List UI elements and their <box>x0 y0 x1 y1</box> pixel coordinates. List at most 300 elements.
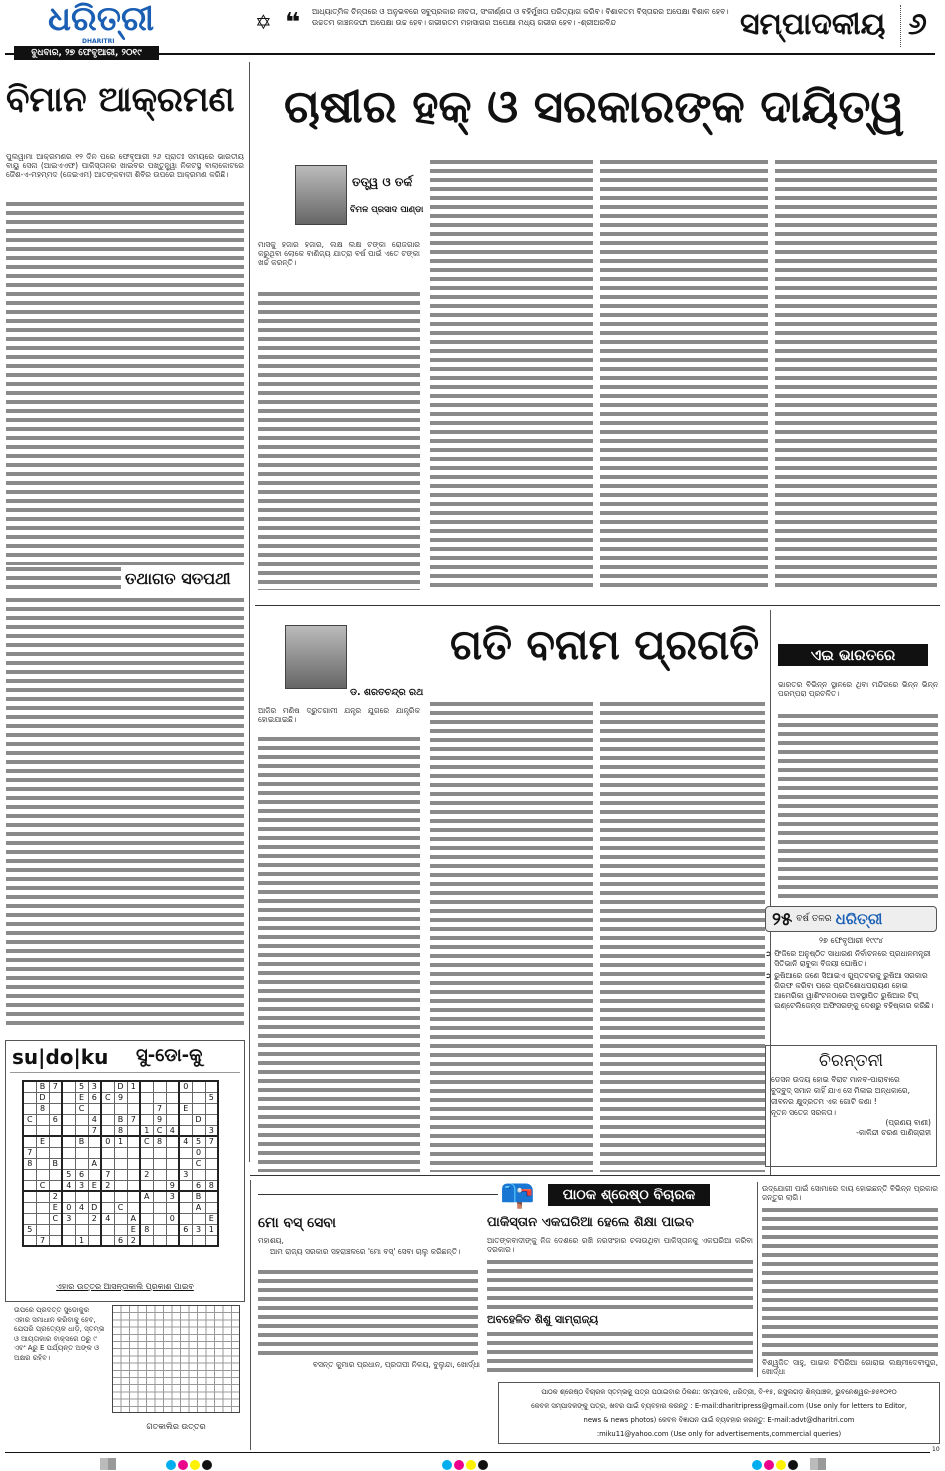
second-author-name: ଡ. ଶରତଚନ୍ଦ୍ର ରଥ <box>350 687 424 698</box>
sudoku-cell <box>192 1125 205 1136</box>
sudoku-cell <box>166 1136 179 1147</box>
letter-1-body: ଆମ ରାଜ୍ୟ ସରକାର ସହରାଞ୍ଚଳରେ 'ମୋ ବସ୍' ସେବା ଚାଲୁ କରିଛନ୍ତି। <box>258 1247 478 1256</box>
sudoku-cell <box>101 1103 114 1114</box>
sudoku-cell <box>179 1202 192 1213</box>
sudoku-cell: 4 <box>75 1202 88 1213</box>
star-of-david-icon: ✡ <box>255 10 272 34</box>
sudoku-cell <box>153 1147 166 1158</box>
sudoku-cell: 0 <box>179 1081 192 1092</box>
chirantani-poet: -କାଳିନ୍ଦୀ ଚରଣ ପାଣିଗ୍ରାହୀ <box>856 1128 931 1137</box>
sudoku-cell <box>75 1224 88 1235</box>
masthead-logo-en: DHARITRI <box>82 38 115 45</box>
sudoku-cell: B <box>114 1114 127 1125</box>
sudoku-cell: 1 <box>75 1235 88 1246</box>
sudoku-cell <box>192 1092 205 1103</box>
sudoku-cell: C <box>192 1158 205 1169</box>
masthead-logo: ଧରିତ୍ରୀ <box>48 0 155 39</box>
sudoku-cell <box>62 1092 75 1103</box>
sudoku-cell <box>114 1180 127 1191</box>
black-dot <box>478 1460 488 1470</box>
years-ago-logo: ଧରିତ୍ରୀ <box>835 910 883 928</box>
sudoku-cell <box>36 1191 49 1202</box>
sudoku-cell: 5 <box>75 1081 88 1092</box>
sudoku-cell <box>153 1092 166 1103</box>
letters-banner: ପାଠକ ଶ୍ରେଷ୍ଠ ବିଚାରକ <box>548 1184 710 1206</box>
sudoku-cell: 3 <box>62 1213 75 1224</box>
sudoku-cell <box>166 1114 179 1125</box>
sudoku-cell <box>153 1158 166 1169</box>
sudoku-cell: 4 <box>166 1125 179 1136</box>
sudoku-cell <box>114 1224 127 1235</box>
sudoku-cell: 3 <box>166 1191 179 1202</box>
sudoku-cell <box>23 1136 36 1147</box>
sudoku-cell <box>140 1114 153 1125</box>
sudoku-cell: 5 <box>62 1169 75 1180</box>
sudoku-cell <box>114 1103 127 1114</box>
sudoku-cell: B <box>192 1191 205 1202</box>
sudoku-cell <box>36 1147 49 1158</box>
sudoku-cell: C <box>140 1136 153 1147</box>
sudoku-cell <box>23 1081 36 1092</box>
sudoku-cell <box>101 1191 114 1202</box>
sudoku-cell <box>205 1202 218 1213</box>
sudoku-cell <box>153 1180 166 1191</box>
sudoku-cell <box>62 1114 75 1125</box>
date-bar: ବୁଧବାର, ୨୭ ଫେବୃଆରୀ, ୨୦୧୯ <box>14 46 159 60</box>
sudoku-cell <box>23 1202 36 1213</box>
sudoku-cell <box>192 1081 205 1092</box>
sudoku-cell <box>23 1213 36 1224</box>
sudoku-cell: 2 <box>140 1169 153 1180</box>
sudoku-cell: A <box>88 1158 101 1169</box>
sudoku-cell <box>62 1191 75 1202</box>
sudoku-cell <box>88 1136 101 1147</box>
sudoku-cell: 3 <box>205 1125 218 1136</box>
ei-bharatare-body <box>778 712 938 901</box>
sudoku-cell <box>192 1103 205 1114</box>
sudoku-cell: 1 <box>140 1125 153 1136</box>
contact-commercial-email[interactable]: :miku11@yahoo.com (Use only for advertisements,commercial queries) <box>596 1430 842 1438</box>
black-dot <box>788 1460 798 1470</box>
mailbox-icon: 📪 <box>500 1177 535 1210</box>
sudoku-cell <box>101 1158 114 1169</box>
sudoku-cell <box>101 1224 114 1235</box>
cyan-dot <box>442 1460 452 1470</box>
sudoku-cell <box>205 1103 218 1114</box>
black-dot <box>202 1460 212 1470</box>
sudoku-cell <box>23 1191 36 1202</box>
sudoku-cell: 5 <box>205 1092 218 1103</box>
sudoku-cell <box>179 1147 192 1158</box>
sudoku-cell: E <box>88 1180 101 1191</box>
sudoku-cell: E <box>205 1213 218 1224</box>
sudoku-cell: C <box>49 1213 62 1224</box>
sudoku-cell <box>23 1092 36 1103</box>
yellow-dot <box>466 1460 476 1470</box>
sudoku-cell: 2 <box>88 1213 101 1224</box>
sudoku-cell <box>179 1125 192 1136</box>
sudoku-cell: 4 <box>179 1136 192 1147</box>
sudoku-cell <box>153 1191 166 1202</box>
sudoku-cell <box>49 1169 62 1180</box>
second-headline: ଗତି ବନାମ ପ୍ରଗତି <box>450 620 759 669</box>
sudoku-cell <box>101 1147 114 1158</box>
sudoku-cell <box>114 1169 127 1180</box>
author-name: ବିମଳ ପ୍ରସାଦ ପାଣ୍ଡା <box>350 205 424 215</box>
main-article-body-col2 <box>430 158 593 590</box>
sudoku-cell: 7 <box>49 1081 62 1092</box>
sudoku-cell: 6 <box>114 1235 127 1246</box>
sudoku-cell <box>153 1213 166 1224</box>
sudoku-cell <box>166 1169 179 1180</box>
sudoku-cell <box>127 1092 140 1103</box>
contact-advt-email[interactable]: news & news photos) କେବଳ ବିଜ୍ଞାପନ ପାଇଁ ବ୍ୟବହାର କରନ୍ତୁ: E-mail:advt@dharitri.com <box>583 1416 855 1424</box>
sudoku-cell <box>23 1103 36 1114</box>
sudoku-cell: 3 <box>75 1180 88 1191</box>
sudoku-cell <box>166 1092 179 1103</box>
sudoku-cell: C <box>23 1114 36 1125</box>
sudoku-cell <box>75 1147 88 1158</box>
letter-3-body: ଉଦ୍‌ଯୋଗୀ ପାଇଁ ସୋମାରେ ଦାୟ ହୋଇଛନ୍ତି ବିଭିନ୍ନ ପ୍ରକାର ଜନ୍ତୁର ଲାଗି। <box>762 1184 938 1202</box>
sudoku-cell <box>101 1081 114 1092</box>
letter-2-body: ଆତଙ୍କବାଦୀଙ୍କୁ ନିଜ ଦେଶରେ ରଖି ନରସଂହାର ଚଳାଉଥିବା ପାକିସ୍ତାନକୁ ଏକଘରିଆ କରିବା ଦରକାର। <box>487 1236 753 1254</box>
bullet-icon: ➲ <box>765 949 772 958</box>
main-article-lead: ମାସକୁ ହଜାର ହଜାର, ଲକ୍ଷ ଲକ୍ଷ ଟଙ୍କା ରୋଜଗାର କରୁଥିବା ଲୋକେ ବାଣିଜ୍ୟ ଯାତ୍ରା ବର୍ଷ ପାଇଁ ଏତେ ଟଙ୍କା ଖର୍ଚ୍ଚ କରନ୍ତି। <box>258 240 420 267</box>
chirantani-source: (ପ୍ରଣୟ ବାଣୀ) <box>885 1118 931 1127</box>
sudoku-cell <box>140 1202 153 1213</box>
letter-1-signature: ବସନ୍ତ କୁମାର ପ୍ରଧାନ, ପ୍ରତାପୀ ନିଳୟ, ବୁଲୁନ୍ଦା, ଖୋର୍ଦ୍ଧା <box>290 1360 480 1369</box>
chirantani-line: ବୁଦ୍‌ବୁଦ୍ ସମାନ କାହିଁ ଯାଏ ସେ ମିଳାଇ ଅନ୍ଧକାରେ, <box>771 1086 911 1095</box>
sudoku-cell <box>179 1180 192 1191</box>
sudoku-cell: 7 <box>23 1147 36 1158</box>
sudoku-cell: 7 <box>88 1125 101 1136</box>
sudoku-cell: B <box>75 1136 88 1147</box>
sudoku-cell <box>153 1224 166 1235</box>
sudoku-cell: D <box>36 1092 49 1103</box>
column-name: ତତ୍ତ୍ୱ ଓ ତର୍କ <box>352 175 413 189</box>
sudoku-cell <box>49 1125 62 1136</box>
sudoku-cell <box>49 1235 62 1246</box>
magenta-dot <box>764 1460 774 1470</box>
sudoku-cell: 6 <box>88 1092 101 1103</box>
sudoku-cell: D <box>114 1081 127 1092</box>
sudoku-cell <box>101 1125 114 1136</box>
second-article-lead: ଆଜିର ମଣିଷ ଦ୍ରୁତଗାମୀ ଯନ୍ତ୍ର ଯୁଗରେ ଯାନ୍ତ୍ରିକ ହୋଇଯାଇଛି। <box>258 706 420 724</box>
sudoku-cell: A <box>192 1202 205 1213</box>
sudoku-cell <box>140 1147 153 1158</box>
years-ago-item: ➲ ଫିଜିରେ ଅନୁଷ୍ଠିତ ସାଧାରଣ ନିର୍ବାଚନରେ ପ୍ରଧାନମନ୍ତ୍ରୀ ସିତିଭାନି ରାବୁକା ବିଜୟୀ ଘୋଷିତ। <box>765 949 931 968</box>
sudoku-title-or: ସୁ-ଡୋ-କୁ <box>136 1045 203 1066</box>
letter-3-signature: ବିଶ୍ୱଜିତ ସାହୁ, ପାଇକ ଟିପିରିଆ ଗୋରାଇ ଲକ୍ଷ୍ମୀଦେବୀପୁର, ଖୋର୍ଦ୍ଧା <box>762 1358 938 1376</box>
sudoku-cell: C <box>153 1125 166 1136</box>
yellow-dot <box>776 1460 786 1470</box>
sudoku-cell <box>88 1235 101 1246</box>
sudoku-cell: 8 <box>153 1136 166 1147</box>
second-article-body-col2 <box>430 700 593 1172</box>
left-subhead: ତଥାଗତ ସତପଥୀ <box>125 570 243 588</box>
sudoku-cell <box>205 1191 218 1202</box>
sudoku-cell: 3 <box>192 1224 205 1235</box>
sudoku-cell <box>75 1125 88 1136</box>
sudoku-cell: 7 <box>101 1169 114 1180</box>
cyan-dot <box>752 1460 762 1470</box>
chirantani-box <box>765 1045 937 1167</box>
sudoku-cell: A <box>127 1213 140 1224</box>
sudoku-cell <box>88 1103 101 1114</box>
sudoku-answer-label: ଗତକାଲିର ଉତ୍ତର <box>146 1422 206 1431</box>
sudoku-cell <box>127 1147 140 1158</box>
author-photo <box>295 165 347 225</box>
chirantani-line: ଡେସନ ଉଦୟ ହୋଇ ବିରାଟ ମାନବ-ପାରାବାରେ <box>771 1075 900 1084</box>
sudoku-cell <box>153 1235 166 1246</box>
quote-icon: ❝ <box>285 8 301 38</box>
daily-quote: ଆଧ୍ୟାତ୍ମିକ ଚିନ୍ତାରେ ଓ ଅନୁଭବରେ ସବୁପ୍ରକାର ନୀଚତା, ସଂକୀର୍ଣ୍ଣତା ଓ ବହିର୍ମୁଖତା ପରିତ୍ୟାଗ କରିବ। ବିଶାଳତମ ବିସ୍ତାରର ଅପେକ୍ଷା ବିଶାଳ ହେବ। ଉଚ୍ଚତମ କାଞ୍ଚନଜଙ୍ଘା ଅପେକ୍ଷା ଉଚ୍ଚ ହେବ। ଗଭୀରତମ ମହାସାଗର ଅପେକ୍ଷା ମଧ୍ୟ ଗଭୀର ହେବ। -ଶ୍ରୀଅରବିନ୍ଦ <box>312 7 729 27</box>
sudoku-cell <box>88 1191 101 1202</box>
letter-2-title: ପାକିସ୍ତାନ ଏକଘରିଆ ହେଲେ ଶିକ୍ଷା ପାଇବ <box>487 1215 694 1230</box>
sudoku-cell: C <box>101 1092 114 1103</box>
sudoku-cell <box>114 1147 127 1158</box>
sudoku-cell <box>166 1224 179 1235</box>
second-article-body-col1 <box>258 735 420 1172</box>
sudoku-cell: E <box>49 1202 62 1213</box>
sudoku-cell <box>179 1158 192 1169</box>
years-ago-item: ➲ ରୁଷିଆରେ ଜଣେ ସିଆଇଏ ଗୁପ୍ତଚରକୁ ରୁଷିଆ ସରକାର ଗିରଫ କରିବା ପରେ ପ୍ରତିଶୋଧପରାୟଣ ହୋଇ ଆମେରିକା ୱାଶିଂଟନଠାରେ ଅବସ୍ଥାପିତ ରୁଷିଆର ଟିପ୍ ଇଣ୍ଟେଲିଜେନ୍ସ ଅଫିସରଙ୍କୁ ଦେଶରୁ ବହିଷ୍କାର କରିଛି। <box>765 971 934 1010</box>
sudoku-cell <box>205 1114 218 1125</box>
sudoku-cell <box>36 1125 49 1136</box>
sudoku-cell: 2 <box>101 1180 114 1191</box>
sudoku-cell: 9 <box>114 1092 127 1103</box>
sudoku-cell <box>179 1114 192 1125</box>
sudoku-cell: 3 <box>88 1081 101 1092</box>
sudoku-cell: E <box>75 1092 88 1103</box>
sudoku-cell: C <box>114 1202 127 1213</box>
sudoku-cell: 0 <box>101 1136 114 1147</box>
years-ago-badge <box>765 906 937 932</box>
sudoku-cell: 0 <box>192 1147 205 1158</box>
sudoku-cell: 0 <box>62 1202 75 1213</box>
sudoku-cell: 1 <box>127 1081 140 1092</box>
sudoku-cell <box>23 1180 36 1191</box>
sudoku-cell <box>75 1158 88 1169</box>
sudoku-cell <box>36 1224 49 1235</box>
sudoku-cell <box>127 1202 140 1213</box>
sudoku-cell <box>140 1103 153 1114</box>
ei-bharatare-lead: ଭାରତର ବିଭିନ୍ନ ସ୍ଥାନରେ ଥିବା ମନ୍ଦିରରେ ଭିନ୍ନ ଭିନ୍ନ ପରମ୍ପରା ପ୍ରଚଳିତ। <box>778 680 938 698</box>
sudoku-cell: E <box>36 1136 49 1147</box>
contact-editor-email[interactable]: କେବଳ ସମ୍ପାଦକଙ୍କୁ ପତ୍ର, ଖବର ପାଇଁ ବ୍ୟବହାର କରନ୍ତୁ : E-mail:dharitripress@gmail.com (Use only for letters to Editor, <box>531 1402 907 1410</box>
sudoku-cell: A <box>140 1191 153 1202</box>
sudoku-cell: 2 <box>49 1191 62 1202</box>
sudoku-cell <box>101 1114 114 1125</box>
chirantani-line: ନୂତନ ସତେଜ ସରଳତା। <box>771 1108 836 1117</box>
sudoku-cell: 7 <box>205 1136 218 1147</box>
sudoku-cell: 7 <box>127 1114 140 1125</box>
sudoku-cell <box>140 1213 153 1224</box>
sudoku-cell <box>153 1202 166 1213</box>
author-photo-2 <box>285 625 347 689</box>
sudoku-cell: C <box>75 1103 88 1114</box>
sudoku-cell: 9 <box>166 1180 179 1191</box>
sudoku-cell <box>205 1235 218 1246</box>
sudoku-cell: 2 <box>127 1235 140 1246</box>
sudoku-cell <box>192 1213 205 1224</box>
sudoku-cell <box>36 1169 49 1180</box>
sudoku-title-en: su|do|ku <box>12 1045 109 1069</box>
sudoku-cell <box>205 1081 218 1092</box>
letter-1-title: ମୋ ବସ୍ ସେବା <box>258 1215 336 1231</box>
magenta-dot <box>178 1460 188 1470</box>
sudoku-cell: 6 <box>192 1180 205 1191</box>
sudoku-cell <box>114 1191 127 1202</box>
sudoku-cell <box>192 1169 205 1180</box>
sudoku-cell <box>179 1213 192 1224</box>
sudoku-cell <box>62 1235 75 1246</box>
contact-address: ପାଠକ ଶ୍ରେଷ୍ଠ ବିଚାରକ ସ୍ତମ୍ଭକୁ ପତ୍ର ପଠାଇବାର ଠିକଣା: ସମ୍ପାଦକ, ଧରିତ୍ରୀ, ବି-୧୫, ରସୁଲଗଡ଼ ଶିଳ୍ପାଞ୍ଚଳ, ଭୁବନେଶ୍ୱର-୭୫୧୦୧୦ <box>541 1388 897 1396</box>
sudoku-instructions: ଉପରେ ପ୍ରଦତ୍ତ ସୁଡୋକୁର ଏହାର ସମାଧାନ କରିବାକୁ ହେବ, ଯେପରି ପ୍ରତ୍ୟେକ ଧାଡ଼ି, ସ୍ତମ୍ଭ ଓ ଆୟତାକାର ବାକ୍ସରେ ୦ରୁ ୯ ଏବଂ Aରୁ E ପର୍ଯ୍ୟନ୍ତ ଅଙ୍କ ଓ ଅକ୍ଷର ରହିବ। <box>14 1306 105 1362</box>
sudoku-cell: 8 <box>140 1224 153 1235</box>
sudoku-cell <box>36 1114 49 1125</box>
sudoku-cell <box>179 1092 192 1103</box>
sudoku-cell <box>62 1081 75 1092</box>
sudoku-cell: E <box>179 1103 192 1114</box>
letter-2-subtitle: ଅବହେଳିତ ଶିଶୁ ସାମ୍ରାଜ୍ୟ <box>487 1313 599 1326</box>
main-headline: ଚାଷୀର ହକ୍ ଓ ସରକାରଙ୍କ ଦାୟିତ୍ୱ <box>284 80 905 133</box>
sudoku-grid <box>22 1080 219 1247</box>
sudoku-cell <box>49 1092 62 1103</box>
sudoku-cell <box>166 1202 179 1213</box>
sudoku-cell <box>114 1158 127 1169</box>
sudoku-cell <box>36 1158 49 1169</box>
sudoku-cell <box>179 1191 192 1202</box>
sudoku-cell <box>23 1169 36 1180</box>
sudoku-cell: E <box>127 1224 140 1235</box>
sudoku-cell: 0 <box>166 1213 179 1224</box>
main-article-body-col3 <box>600 158 768 590</box>
sudoku-cell <box>23 1125 36 1136</box>
sudoku-cell <box>88 1224 101 1235</box>
cyan-dot <box>166 1460 176 1470</box>
sudoku-cell: 7 <box>36 1235 49 1246</box>
sudoku-cell <box>101 1235 114 1246</box>
sudoku-cell <box>75 1213 88 1224</box>
sudoku-cell: 6 <box>179 1224 192 1235</box>
sudoku-cell: 7 <box>153 1103 166 1114</box>
sudoku-cell <box>205 1158 218 1169</box>
sudoku-cell: 6 <box>75 1169 88 1180</box>
sudoku-cell <box>49 1136 62 1147</box>
sudoku-cell <box>88 1169 101 1180</box>
sudoku-cell: 4 <box>88 1114 101 1125</box>
bullet-icon: ➲ <box>765 971 772 980</box>
sudoku-cell <box>166 1103 179 1114</box>
sudoku-cell: 1 <box>205 1224 218 1235</box>
sudoku-cell <box>88 1147 101 1158</box>
sudoku-cell <box>127 1191 140 1202</box>
sudoku-cell <box>205 1147 218 1158</box>
left-article-body <box>6 200 244 565</box>
sudoku-cell <box>140 1092 153 1103</box>
sudoku-cell <box>62 1136 75 1147</box>
sudoku-cell <box>49 1103 62 1114</box>
yellow-dot <box>190 1460 200 1470</box>
sudoku-cell <box>166 1147 179 1158</box>
sudoku-cell <box>75 1114 88 1125</box>
years-ago-text: ବର୍ଷ ତଳର <box>796 914 832 924</box>
sudoku-answer-grid <box>112 1305 240 1413</box>
chirantani-line: ଜୀବନର କ୍ଷୁଦ୍ରତମ ଏକ ଗୋଟି କଣା ! <box>771 1097 877 1106</box>
sudoku-cell <box>49 1180 62 1191</box>
left-article-lead: ପୁଲୱାମା ଆକ୍ରମଣର ୧୨ ଦିନ ପରେ ଫେବୃଆରୀ ୨୬ ପ୍ରାତଃ ସମୟରେ ଭାରତୀୟ ବାୟୁ ସେନା (ଆଇଏଏଫ) ପାକିସ୍ତାନର ଖାଇବର ପଖ୍ତୁନ୍ଖ୍ୱା ନିକଟସ୍ଥ ବାଲାକୋଟରେ ଜୈଶ-ଏ-ମହମ୍ମଦ (ଜେଇଏମ) ଆତଙ୍କବାଦୀ ଶିବିର ଉପରେ ଆକ୍ରମଣ କରିଛି। <box>6 152 244 179</box>
years-ago-list <box>765 936 937 1011</box>
sudoku-cell: 9 <box>153 1114 166 1125</box>
sudoku-cell: 5 <box>192 1136 205 1147</box>
sudoku-cell <box>166 1158 179 1169</box>
sudoku-note: ଏହାର ଉତ୍ତର ଆସନ୍ତାକାଲି ପ୍ରକାଶ ପାଇବ <box>56 1282 194 1291</box>
registration-mark <box>100 1458 116 1470</box>
main-article-body-col1 <box>258 290 420 590</box>
registration-mark <box>810 1458 826 1470</box>
sudoku-cell <box>62 1125 75 1136</box>
contact-box <box>498 1382 940 1444</box>
sudoku-cell <box>36 1202 49 1213</box>
left-headline: ବିମାନ ଆକ୍ରମଣ <box>6 80 235 120</box>
left-article-body-2 <box>6 596 244 1028</box>
sudoku-cell <box>49 1224 62 1235</box>
sudoku-cell <box>140 1235 153 1246</box>
sudoku-cell: 8 <box>23 1158 36 1169</box>
chirantani-title: ଚିରନ୍ତନୀ <box>818 1051 884 1071</box>
sudoku-cell: 8 <box>205 1180 218 1191</box>
sudoku-cell: 1 <box>114 1136 127 1147</box>
sudoku-cell <box>62 1147 75 1158</box>
sudoku-cell <box>101 1202 114 1213</box>
sudoku-cell <box>127 1125 140 1136</box>
footer-page-number: 10 <box>932 1446 940 1453</box>
sudoku-cell <box>62 1224 75 1235</box>
sudoku-cell: 8 <box>114 1125 127 1136</box>
sudoku-cell <box>127 1169 140 1180</box>
sudoku-cell <box>140 1081 153 1092</box>
sudoku-cell: D <box>192 1114 205 1125</box>
sudoku-cell <box>127 1158 140 1169</box>
sudoku-cell: D <box>88 1202 101 1213</box>
page-number: ୬ <box>908 7 927 42</box>
sudoku-cell <box>62 1103 75 1114</box>
ei-bharatare-title: ଏଇ ଭାରତରେ <box>778 644 928 666</box>
sudoku-cell: C <box>36 1180 49 1191</box>
sudoku-cell <box>192 1235 205 1246</box>
sudoku-cell <box>140 1158 153 1169</box>
sudoku-cell: 8 <box>36 1103 49 1114</box>
sudoku-cell <box>153 1169 166 1180</box>
sudoku-cell: 4 <box>62 1180 75 1191</box>
main-article-body-col4 <box>775 158 937 590</box>
sudoku-cell <box>75 1191 88 1202</box>
letter-1-salutation: ମହାଶୟ, <box>258 1236 478 1245</box>
sudoku-cell <box>23 1235 36 1246</box>
sudoku-cell <box>36 1213 49 1224</box>
sudoku-cell: B <box>49 1158 62 1169</box>
sudoku-cell <box>205 1169 218 1180</box>
sudoku-cell: 5 <box>23 1224 36 1235</box>
sudoku-cell: 3 <box>179 1169 192 1180</box>
sudoku-cell <box>62 1158 75 1169</box>
sudoku-cell <box>49 1147 62 1158</box>
sudoku-cell: 6 <box>49 1114 62 1125</box>
sudoku-cell <box>114 1213 127 1224</box>
years-ago-date: ୨୭ ଫେବୃଆରୀ ୧୯୯୪ <box>819 936 883 945</box>
sudoku-cell <box>166 1235 179 1246</box>
